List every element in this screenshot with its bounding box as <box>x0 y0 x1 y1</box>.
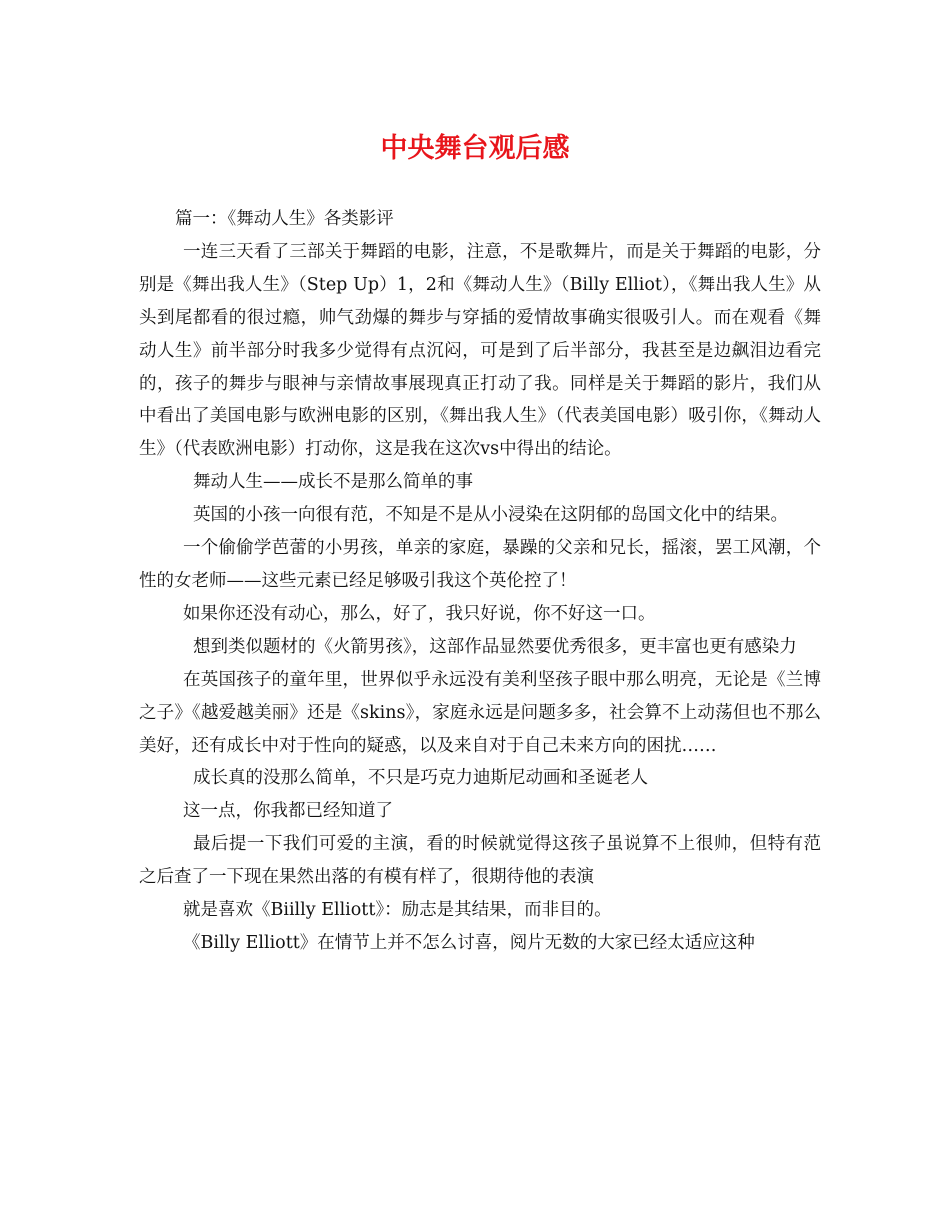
document-body <box>139 203 821 960</box>
paragraph: 英国的小孩一向很有范，不知是不是从小浸染在这阴郁的岛国文化中的结果。 <box>193 505 788 526</box>
paragraph: 就是喜欢《Biilly Elliott》：励志是其结果，而非目的。 <box>183 900 612 921</box>
paragraph: 在英国孩子的童年里，世界似乎永远没有美利坚孩子眼中那么明亮，无论是《兰博之子》《越爱越美丽》还是《skins》，家庭永远是问题多多，社会算不上动荡但也不那么美好，还有成长中对于性向的疑惑，以及来自对于自己未来方向的困扰…… <box>139 669 821 756</box>
document-title: 中央舞台观后感 <box>380 133 570 164</box>
paragraph: 《Billy Elliott》在情节上并不怎么讨喜，阅片无数的大家已经太适应这种 <box>183 932 755 953</box>
paragraph: 成长真的没那么简单，不只是巧克力迪斯尼动画和圣诞老人 <box>193 768 648 789</box>
paragraph: 如果你还没有动心，那么，好了，我只好说，你不好这一口。 <box>183 603 656 624</box>
paragraph-section-heading: 篇一：《舞动人生》各类影评 <box>175 209 394 229</box>
paragraph: 这一点，你我都已经知道了 <box>183 801 393 822</box>
paragraph: 想到类似题材的《火箭男孩》，这部作品显然要优秀很多，更丰富也更有感染力 <box>193 636 797 657</box>
paragraph: 一连三天看了三部关于舞蹈的电影，注意，不是歌舞片，而是关于舞蹈的电影，分别是《舞出我人生》（Step Up）1，2和《舞动人生》（Billy Elliot），《舞出我人生》从头到尾都看的很过瘾，帅气劲爆的舞步与穿插的爱情故事确实很吸引人。而在观看《舞动人生》前半部分时我多少觉得有点沉闷，可是到了后半部分，我甚至是边飙泪边看完的，孩子的舞步与眼神与亲情故事展现真正打动了我。同样是关于舞蹈的影片，我们从中看出了美国电影与欧洲电影的区别，《舞出我人生》（代表美国电影）吸引你，《舞动人生》（代表欧洲电影）打动你，这是我在这次vs中得出的结论。 <box>139 241 821 460</box>
paragraph: 最后提一下我们可爱的主演，看的时候就觉得这孩子虽说算不上很帅，但特有范 之后查了一下现在果然出落的有模有样了，很期待他的表演 <box>139 834 821 888</box>
paragraph-subheading: 舞动人生——成长不是那么简单的事 <box>193 472 473 493</box>
paragraph: 一个偷偷学芭蕾的小男孩，单亲的家庭，暴躁的父亲和兄长，摇滚，罢工风潮，个性的女老师——这些元素已经足够吸引我这个英伦控了！ <box>139 538 821 591</box>
